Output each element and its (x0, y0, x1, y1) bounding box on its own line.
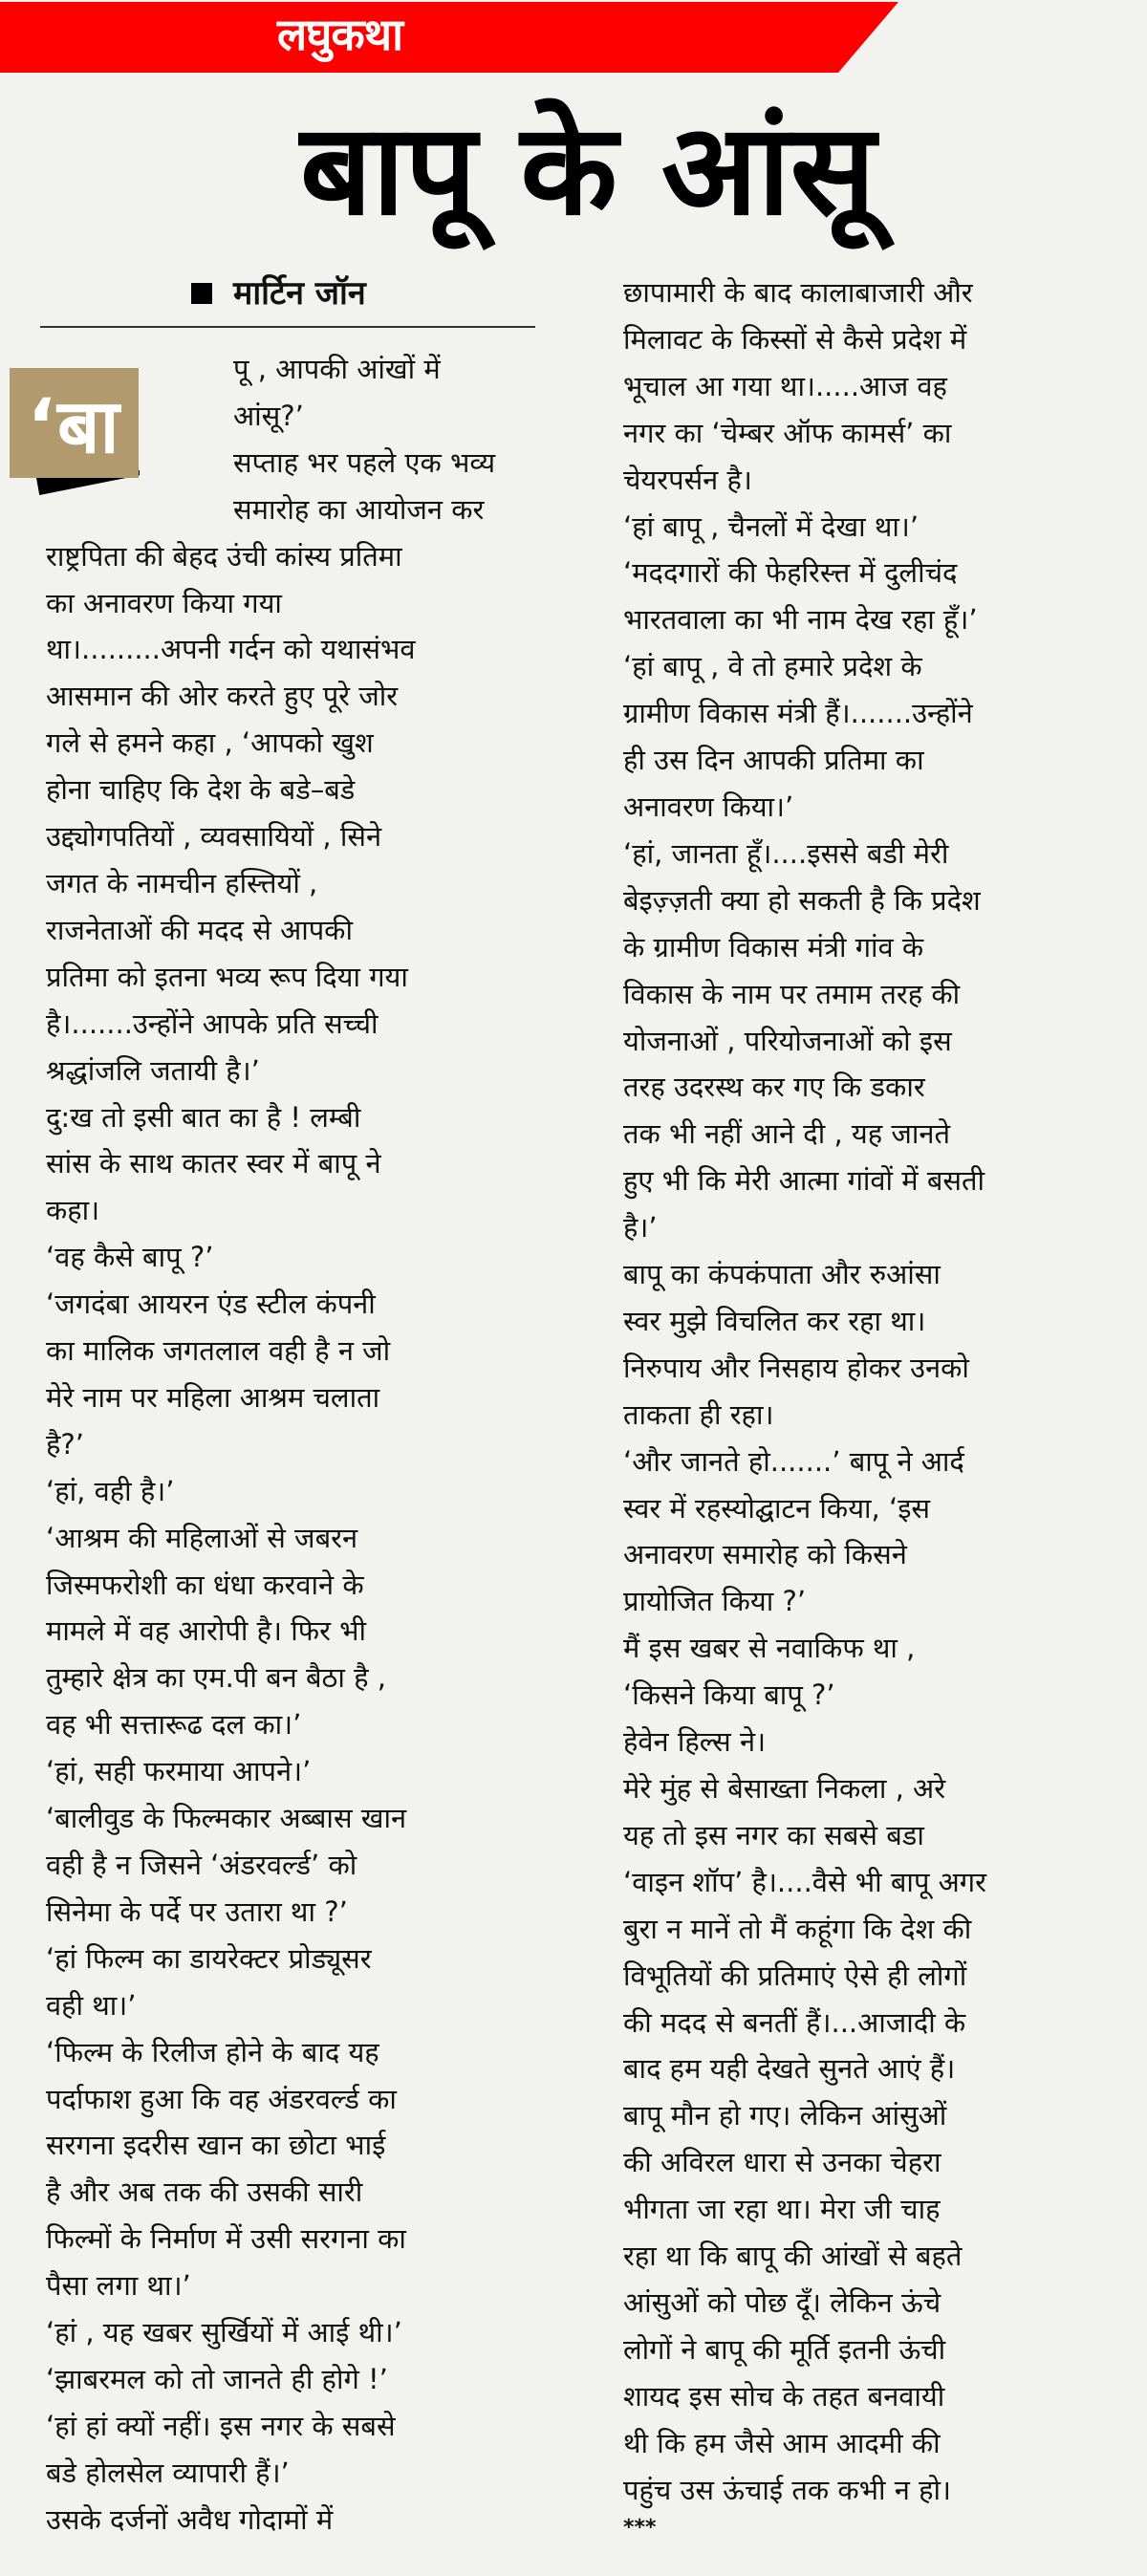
text-line: पू , आपकी आंखों में (233, 353, 441, 385)
text-line: तरह उदरस्थ कर गए कि डकार (623, 1071, 925, 1104)
text-line: विभूतियों की प्रतिमाएं ऐसे ही लोगों (623, 1959, 967, 1992)
text-line: जिस्मफरोशी का धंधा करवाने के (46, 1568, 364, 1601)
text-line: जगत के नामचीन हस्त्तियों , (46, 866, 318, 899)
text-line: बुरा न मानें तो मैं कहूंगा कि देश की (623, 1912, 972, 1945)
text-line: ‘हां बापू , वे तो हमारे प्रदेश के (623, 650, 922, 683)
text-line: मेरे नाम पर महिला आश्रम चलाता (46, 1380, 380, 1414)
text-line: है और अब तक की उसकी सारी (46, 2176, 363, 2209)
text-line: योजनाओं , परियोजनाओं को इस (623, 1024, 952, 1057)
section-label: लघुकथा (277, 9, 403, 60)
text-line: की अविरल धारा से उनका चेहरा (623, 2146, 941, 2179)
text-line: होना चाहिए कि देश के बडे–बडे (46, 773, 356, 807)
text-line: मामले में वह आरोपी है। फिर भी (46, 1614, 367, 1648)
text-line: बापू का कंपकंपाता और रुआंसा (623, 1258, 941, 1291)
text-line: ‘वह कैसे बापू ?’ (46, 1241, 214, 1274)
text-line: अनावरण समारोह को किसने (623, 1538, 907, 1571)
text-line: मेरे मुंह से बेसाख्ता निकला , अरे (623, 1772, 946, 1805)
text-line: का मालिक जगतलाल वही है न जो (46, 1334, 391, 1368)
text-line: गले से हमने कहा , ‘आपको खुश (46, 726, 374, 760)
text-line: नगर का ‘चेम्बर ऑफ कामर्स’ का (623, 416, 952, 449)
text-line: है।’ (623, 1211, 658, 1245)
text-line: ‘फिल्म के रिलीज होने के बाद यह (46, 2035, 379, 2068)
text-line: सरगना इदरीस खान का छोटा भाई (46, 2129, 386, 2162)
dropcap: ‘बा (10, 368, 139, 478)
left-column (46, 346, 562, 2544)
text-line: भूचाल आ गया था।.....आज वह (623, 369, 947, 402)
text-line: ही उस दिन आपकी प्रतिमा का (623, 744, 924, 777)
text-line: है।.......उन्होंने आपके प्रति सच्ची (46, 1007, 379, 1040)
text-line: ‘हां, वही है।’ (46, 1474, 175, 1507)
text-line: ‘हां हां क्यों नहीं। इस नगर के सबसे (46, 2409, 396, 2442)
text-line: ‘वाइन शॉप’ है।....वैसे भी बापू अगर (623, 1865, 986, 1898)
article-title: बापू के आंसू (300, 97, 876, 244)
text-line: ग्रामीण विकास मंत्री हैं।.......उन्होंने (623, 697, 973, 730)
text-line: रहा था कि बापू की आंखों से बहते (623, 2240, 963, 2273)
text-line: आंसुओं को पोछ दूँ। लेकिन ऊंचे (623, 2285, 941, 2319)
text-line: आंसू?’ (233, 399, 304, 432)
section-banner (0, 2, 898, 73)
text-line: समारोह का आयोजन कर (233, 492, 485, 526)
text-line: ‘हां बापू , चैनलों में देखा था।’ (623, 509, 920, 543)
text-line: स्वर मुझे विचलित कर रहा था। (623, 1304, 926, 1337)
text-line: दु:ख तो इसी बात का है ! लम्बी (46, 1100, 361, 1134)
text-line: पर्दाफाश हुआ कि वह अंडरवर्ल्ड का (46, 2082, 397, 2115)
author-name: मार्टिन जॉन (233, 274, 366, 313)
text-line: भीगता जा रहा था। मेरा जी चाह (623, 2193, 941, 2226)
text-line: वही है न जिसने ‘अंडरवर्ल्ड’ को (46, 1849, 357, 1881)
text-line: ‘हां, सही फरमाया आपने।’ (46, 1755, 312, 1788)
text-line: हेवेन हिल्स ने। (623, 1725, 767, 1759)
text-line: ‘बालीवुड के फिल्मकार अब्बास खान (46, 1802, 407, 1835)
byline-square-icon (191, 283, 212, 304)
text-line: अनावरण किया।’ (623, 790, 794, 823)
text-line: थी कि हम जैसे आम आदमी की (623, 2426, 941, 2459)
text-line: सप्ताह भर पहले एक भव्य (233, 445, 496, 479)
text-line: ‘आश्रम की महिलाओं से जबरन (46, 1521, 358, 1554)
text-line: था।.........अपनी गर्दन को यथासंभव (46, 633, 416, 666)
text-line: पैसा लगा था।’ (46, 2269, 191, 2303)
byline-divider (40, 326, 535, 328)
text-line: उद्द्योगपतियों , व्यवसायियों , सिने (46, 820, 382, 854)
text-line: बेइज़्ज़ती क्या हो सकती है कि प्रदेश (623, 883, 981, 917)
text-line: के ग्रामीण विकास मंत्री गांव के (623, 930, 924, 963)
text-line: सिनेमा के पर्दे पर उतारा था ?’ (46, 1894, 348, 1928)
text-line: सांस के साथ कातर स्वर में बापू ने (46, 1147, 381, 1180)
text-line: का अनावरण किया गया (46, 586, 282, 619)
text-line: पहुंच उस ऊंचाई तक कभी न हो। (623, 2473, 951, 2506)
text-line: की मदद से बनतीं हैं।...आजादी के (623, 2005, 966, 2039)
text-line: ‘हां फिल्म का डायरेक्टर प्रोड्यूसर (46, 1941, 372, 1975)
text-line: आसमान की ओर करते हुए पूरे जोर (46, 680, 399, 713)
text-line: छापामारी के बाद कालाबाजारी और (623, 276, 973, 309)
text-line: यह तो इस नगर का सबसे बडा (623, 1818, 924, 1851)
text-line: लोगों ने बापू की मूर्ति इतनी ऊंची (623, 2332, 946, 2366)
text-line: तक भी नहीं आने दी , यह जानते (623, 1117, 950, 1151)
text-line: श्रद्धांजलि जतायी है।’ (46, 1053, 260, 1087)
text-line: उसके दर्जनों अवैध गोदामों में (46, 2502, 334, 2536)
text-line: है?’ (46, 1427, 85, 1461)
end-mark: *** (623, 2515, 657, 2540)
text-line: फिल्मों के निर्माण में उसी सरगना का (46, 2222, 406, 2256)
text-line: ‘मददगारों की फेहरिस्त्त में दुलीचंद (623, 556, 958, 590)
text-line: हुए भी कि मेरी आत्मा गांवों में बसती (623, 1164, 985, 1198)
text-line: बडे होलसेल व्यापारी हैं।’ (46, 2456, 290, 2489)
byline (191, 270, 366, 317)
text-line: मैं इस खबर से नवाकिफ था , (623, 1632, 916, 1665)
text-line: राजनेताओं की मदद से आपकी (46, 913, 353, 946)
right-column (623, 270, 1139, 2543)
text-line: राष्ट्रपिता की बेहद उंची कांस्य प्रतिमा (46, 539, 402, 573)
text-line: ‘हां , यह खबर सुर्खियों में आई थी।’ (46, 2316, 402, 2349)
text-line: ‘किसने किया बापू ?’ (623, 1678, 835, 1712)
text-line: ‘हां, जानता हूँ।....इससे बडी मेरी (623, 836, 949, 870)
text-line: निरुपाय और निसहाय होकर उनको (623, 1351, 969, 1384)
text-line: स्वर में रहस्योद्घाटन किया, ‘इस (623, 1491, 931, 1525)
text-line: ‘झाबरमल को तो जानते ही होगे !’ (46, 2362, 388, 2395)
text-line: प्रायोजित किया ?’ (623, 1585, 807, 1618)
text-line: शायद इस सोच के तहत बनवायी (623, 2379, 945, 2413)
text-line: चेयरपर्सन है। (623, 463, 752, 496)
text-line: बापू मौन हो गए। लेकिन आंसुओं (623, 2099, 947, 2132)
text-line: तुम्हारे क्षेत्र का एम.पी बन बैठा है , (46, 1661, 386, 1695)
text-line: वह भी सत्तारूढ दल का।’ (46, 1708, 302, 1742)
text-line: मिलावट के किस्सों से कैसे प्रदेश में (623, 322, 967, 356)
text-line: ‘जगदंबा आयरन एंड स्टील कंपनी (46, 1288, 376, 1321)
text-line: विकास के नाम पर तमाम तरह की (623, 977, 961, 1010)
text-line: वही था।’ (46, 1988, 137, 2022)
text-line: ताकता ही रहा। (623, 1397, 774, 1431)
text-line: भारतवाला का भी नाम देख रहा हूँ।’ (623, 603, 978, 637)
text-line: कहा। (46, 1194, 100, 1227)
text-line: बाद हम यही देखते सुनते आएं हैं। (623, 2052, 956, 2086)
text-line: प्रतिमा को इतना भव्य रूप दिया गया (46, 960, 408, 993)
text-line: ‘और जानते हो.......’ बापू ने आर्द (623, 1444, 964, 1478)
